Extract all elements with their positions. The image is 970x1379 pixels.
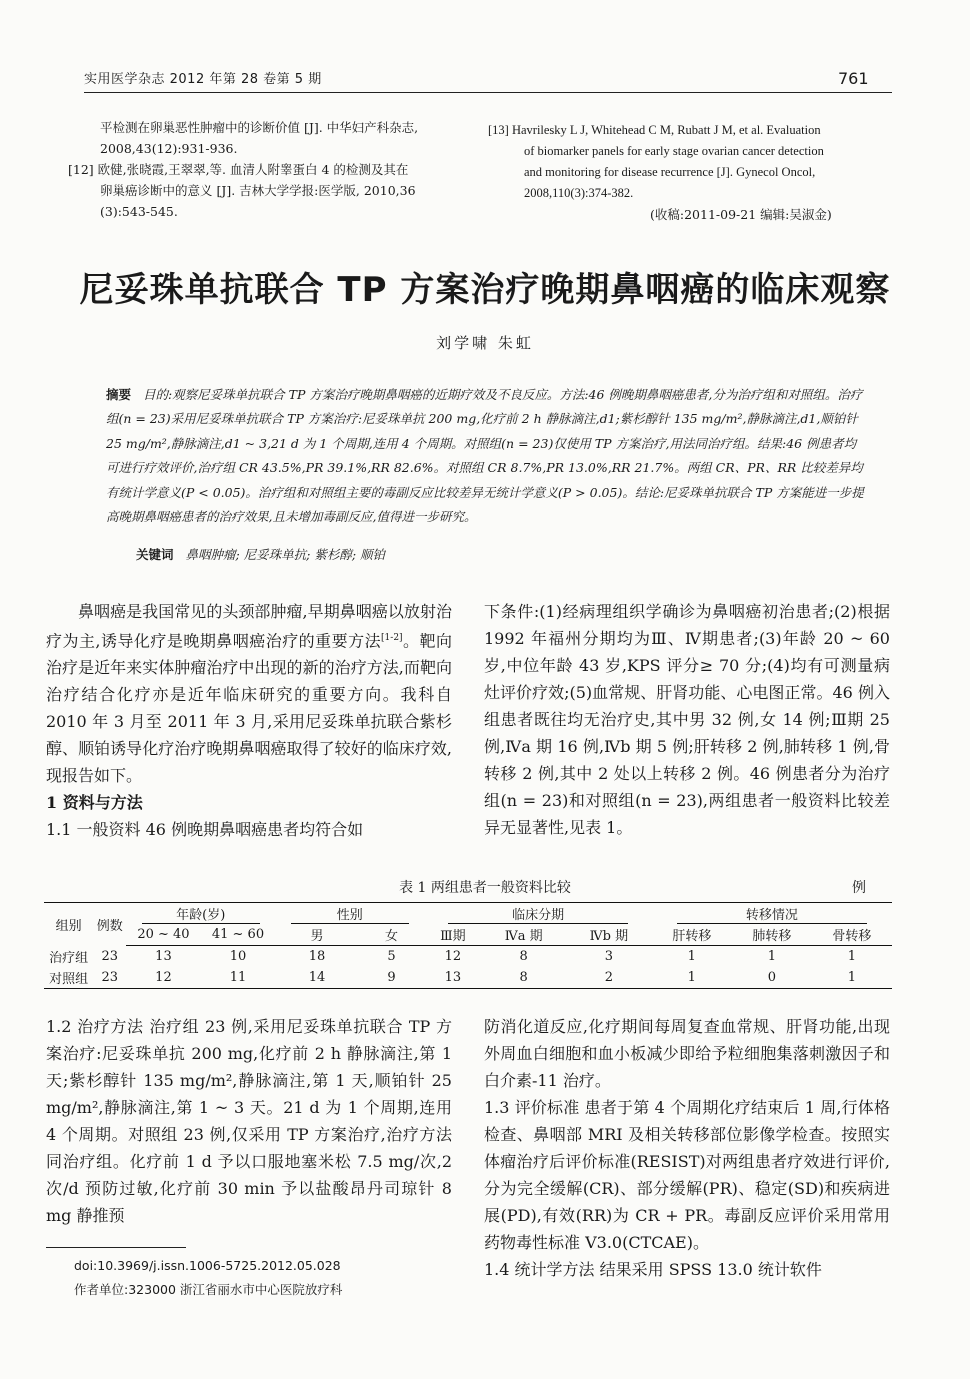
footnote-rule xyxy=(46,1247,186,1248)
subsection-1-1: 1.1 一般资料 46 例晚期鼻咽癌患者均符合如 xyxy=(46,820,364,840)
subsection-1-4: 1.4 统计学方法 结果采用 SPSS 13.0 统计软件 xyxy=(484,1260,822,1279)
th-sub: 肝转移 xyxy=(652,924,732,946)
th-group: 组别 xyxy=(44,903,93,946)
reference-line: 卵巢癌诊断中的意义 [J]. 吉林大学学报:医学版, 2010,36 xyxy=(100,183,416,198)
cell: 14 xyxy=(275,967,358,989)
cell: 5 xyxy=(387,949,396,964)
reference-line: 平检测在卵巢恶性肿瘤中的诊断价值 [J]. 中华妇产科杂志, xyxy=(100,120,419,135)
cell: 8 xyxy=(481,967,566,989)
body-column-right-lower xyxy=(484,1013,890,1283)
section-heading: 1 资料与方法 xyxy=(46,793,143,813)
th-sub: Ⅳa 期 xyxy=(481,924,566,946)
reference-line: 2008,43(12):931-936. xyxy=(100,141,238,156)
intro-paragraph xyxy=(46,598,452,789)
article-title: 尼妥珠单抗联合 TP 方案治疗晚期鼻咽癌的临床观察 xyxy=(79,270,891,310)
cell: 9 xyxy=(359,967,425,989)
th-sub: 肺转移 xyxy=(732,924,812,946)
body-column-left-lower: 1.2 治疗方法 治疗组 23 例,采用尼妥珠单抗联合 TP 方案治疗:尼妥珠单抗 200 mg,化疗前 2 h 静脉滴注,第 1 天;紫杉醇针 135 mg/m²,静脉滴注,第 1 天,顺铂针 25 mg/m²,静脉滴注,第 1 ~ 3 天。21 d 为 1 个周期,连用 4 个周期。对照组 23 例,仅采用 TP 方案治疗,治疗方法同治疗组。化疗前 1 d 予以口服地塞米松 7.5 mg/次,2 次/d 预防过敏,化疗前 30 min 予以盐酸昂丹司琼针 8 mg 静推预 xyxy=(46,1017,452,1225)
table-caption: 表 1 两组患者一般资料比较 xyxy=(399,880,571,896)
th-sub: 女 xyxy=(359,924,425,946)
cell: 1 xyxy=(687,949,696,964)
th-meta: 转移情况 xyxy=(677,904,867,924)
header-rule xyxy=(84,92,892,93)
th-count: 例数 xyxy=(93,903,126,946)
cell: 1 xyxy=(767,949,776,964)
abstract xyxy=(106,383,866,529)
received-editor-note: (收稿:2011-09-21 编辑:吴淑金) xyxy=(650,207,832,222)
cell: 3 xyxy=(604,949,613,964)
footnote-doi: doi:10.3969/j.issn.1006-5725.2012.05.028 xyxy=(74,1258,341,1273)
body-column-right-upper: 下条件:(1)经病理组织学确诊为鼻咽癌初治患者;(2)根据 1992 年福州分期均为Ⅲ、Ⅳ期患者;(3)年龄 20 ~ 60 岁,中位年龄 43 岁,KPS 评分≥ 70 分;(4)均有可测量病灶评价疗效;(5)血常规、肝肾功能、心电图正常。46 例入组患者既往均无治疗史,其中男 32 例,女 14 例;Ⅲ期 25 例,Ⅳa 期 16 例,Ⅳb 期 5 例;肝转移 2 例,肺转移 1 例,骨转移 2 例,其中 2 处以上转移 2 例。46 例患者分为治疗组(n = 23)和对照组(n = 23),两组患者一般资料比较差异无显著性,见表 1。 xyxy=(484,602,890,837)
th-sub: Ⅲ期 xyxy=(424,924,481,946)
abstract-label: 摘要 xyxy=(106,387,132,402)
reference-line: 2008,110(3):374-382. xyxy=(524,186,634,200)
subsection-1-3: 1.3 评价标准 患者于第 4 个周期化疗结束后 1 周,行体格检查、鼻咽部 MRI 及相关转移部位影像学检查。按照实体瘤治疗后评价标准(RESIST)对两组患者疗效进行评价,分为完全缓解(CR)、部分缓解(PR)、稳定(SD)和疾病进展(PD),有效(RR)为 CR + PR。毒副反应评价采用常用药物毒性标准 V3.0(CTCAE)。 xyxy=(484,1098,890,1252)
keywords xyxy=(136,545,385,563)
th-sub: 20 ~ 40 xyxy=(126,924,201,946)
cell: 治疗组 xyxy=(49,950,89,966)
references-right xyxy=(488,120,892,204)
article-authors: 刘学啸 朱虹 xyxy=(436,334,534,352)
cell: 10 xyxy=(229,949,247,964)
reference-line: [12] 欧健,张晓霞,王翠翠,等. 血清人附睾蛋白 4 的检测及其在 xyxy=(68,162,409,177)
citation: [1-2] xyxy=(381,633,403,643)
cell: 12 xyxy=(444,949,462,964)
th-sub: 男 xyxy=(275,924,358,946)
intro-text-a: 鼻咽癌是我国常见的头颈部肿瘤,早期鼻咽癌以放射治疗为主,诱导化疗是晚期鼻咽癌治疗的重要方法 xyxy=(46,602,452,651)
cell: 对照组 xyxy=(44,967,93,989)
references-left xyxy=(68,117,419,222)
reference-line: [13] Havrilesky L J, Whitehead C M, Rubatt J M, et al. Evaluation xyxy=(488,123,821,137)
body-column-left-upper xyxy=(46,598,452,843)
th-age: 年龄(岁) xyxy=(142,904,260,924)
th-sub: 41 ~ 60 xyxy=(201,924,276,946)
th-sub: 骨转移 xyxy=(812,924,892,946)
intro-text-b: 。靶向治疗是近年来实体肿瘤治疗中出现的新的治疗方法,而靶向治疗结合化疗亦是近年临床研究的重要方向。我科自 2010 年 3 月至 2011 年 3 月,采用尼妥珠单抗联合紫杉醇、顺铂诱导化疗治疗晚期鼻咽癌取得了较好的临床疗效,现报告如下。 xyxy=(46,631,452,786)
reference-line: and monitoring for disease recurrence [J]. Gynecol Oncol, xyxy=(524,165,816,179)
page-number: 761 xyxy=(838,69,869,88)
footnote-affiliation: 作者单位:323000 浙江省丽水市中心医院放疗科 xyxy=(74,1282,343,1297)
cell: 1 xyxy=(812,967,892,989)
running-header-journal: 实用医学杂志 2012 年第 28 卷第 5 期 xyxy=(84,72,322,87)
abstract-text: 目的:观察尼妥珠单抗联合 TP 方案治疗晚期鼻咽癌的近期疗效及不良反应。方法:46 例晚期鼻咽癌患者,分为治疗组和对照组。治疗组(n = 23)采用尼妥珠单抗联合 TP 方案治疗:尼妥珠单抗 200 mg,化疗前 2 h 静脉滴注,d1;紫杉醇针 135 mg/m²,静脉滴注,d1,顺铂针 25 mg/m²,静脉滴注,d1 ~ 3,21 d 为 1 个周期,连用 4 个周期。对照组(n = 23)仅使用 TP 方案治疗,用法同治疗组。结果:46 例患者均可进行疗效评价,治疗组 CR 43.5%,PR 39.1%,RR 82.6%。对照组 CR 8.7%,PR 13.0%,RR 21.7%。两组 CR、PR、RR 比较差异均有统计学意义(P < 0.05)。治疗组和对照组主要的毒副反应比较差异无统计学意义(P > 0.05)。结论:尼妥珠单抗联合 TP 方案能进一步提高晚期鼻咽癌患者的治疗效果,且未增加毒副反应,值得进一步研究。 xyxy=(106,387,864,525)
cell: 12 xyxy=(126,967,201,989)
keywords-text: 鼻咽肿瘤; 尼妥珠单抗; 紫杉醇; 顺铂 xyxy=(185,547,386,562)
cell: 23 xyxy=(93,967,126,989)
cell: 18 xyxy=(308,949,326,964)
reference-line: of biomarker panels for early stage ovarian cancer detection xyxy=(524,144,824,158)
cell: 11 xyxy=(201,967,276,989)
reference-line: (3):543-545. xyxy=(100,204,178,219)
table-1 xyxy=(44,902,892,989)
keywords-label: 关键词 xyxy=(136,547,174,562)
table-row xyxy=(44,967,892,989)
cell: 1 xyxy=(652,967,732,989)
cell: 0 xyxy=(732,967,812,989)
cell: 13 xyxy=(424,967,481,989)
cell: 8 xyxy=(519,949,528,964)
th-sub: Ⅳb 期 xyxy=(566,924,652,946)
cell: 1 xyxy=(847,949,857,964)
table-unit: 例 xyxy=(852,880,866,896)
cell: 2 xyxy=(566,967,652,989)
table-row xyxy=(44,946,892,968)
cell: 23 xyxy=(101,948,118,964)
paragraph: 防消化道反应,化疗期间每周复查血常规、肝肾功能,出现外周血白细胞和血小板减少即给予粒细胞集落刺激因子和白介素-11 治疗。 xyxy=(484,1017,890,1090)
th-stage: 临床分期 xyxy=(448,904,628,924)
th-sex: 性别 xyxy=(291,904,409,924)
cell: 13 xyxy=(155,949,172,964)
